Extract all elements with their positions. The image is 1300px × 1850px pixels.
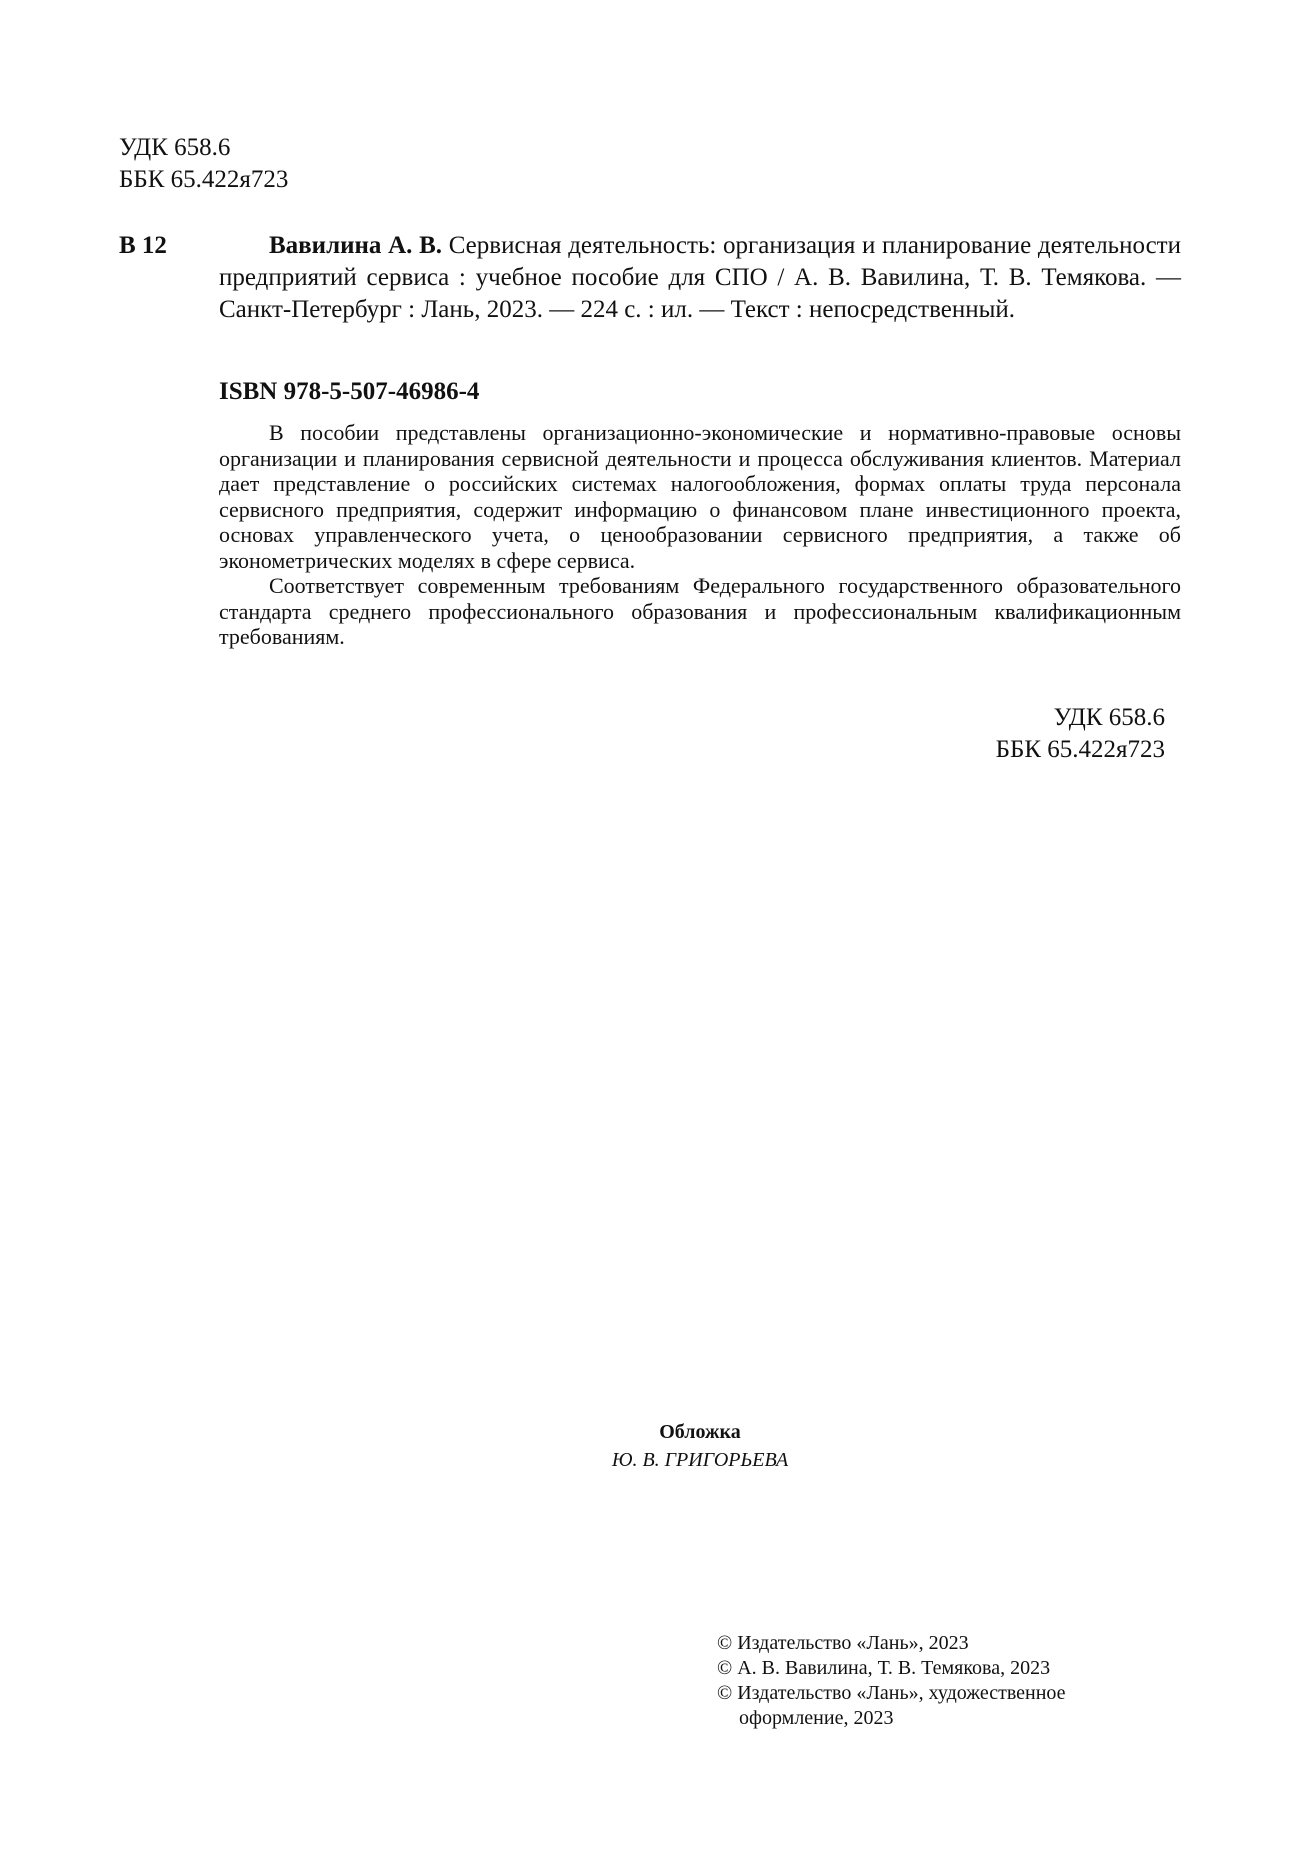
bbk-code-repeat: ББК 65.422я723 [995, 736, 1165, 763]
cover-label: Обложка [659, 1421, 741, 1443]
classification-block-right [930, 702, 1165, 766]
bibliographic-entry [219, 230, 1181, 326]
annotation [219, 420, 1181, 650]
bbk-code: ББК 65.422я723 [119, 166, 289, 193]
classification-block-top [119, 132, 288, 196]
author-mark: В 12 [119, 232, 167, 259]
cover-credit [450, 1418, 950, 1474]
copyright-line-continuation: оформление, 2023 [739, 1707, 894, 1729]
entry-author: Вавилина А. В. [269, 232, 443, 259]
annotation-paragraph-1: В пособии представлены организационно-экономические и нормативно-правовые основы организации и планирования сервисной деятельности и процесса обслуживания клиентов. Материал дает представление о российских системах налогообложения, формах оплаты труда персонала сервисного предприятия, содержит информацию о финансовом плане инвестиционного проекта, основах управленческого учета, о ценообразовании сервисного предприятия, а также об эконометрических моделях в сфере сервиса. [219, 420, 1181, 573]
annotation-paragraph-2: Соответствует современным требованиям Федерального государственного образовательного стандарта среднего профессионального образования и профессиональным квалификационным требованиям. [219, 573, 1181, 649]
udk-code-repeat: УДК 658.6 [1053, 704, 1165, 731]
isbn: ISBN 978-5-507-46986-4 [219, 378, 480, 405]
udk-code: УДК 658.6 [119, 134, 231, 161]
cover-designer: Ю. В. ГРИГОРЬЕВА [611, 1449, 789, 1471]
copyright-block [717, 1631, 1066, 1731]
copyright-line: © Издательство «Лань», 2023 [717, 1632, 969, 1654]
entry-text: Сервисная деятельность: организация и планирование деятельности предприятий сервиса : учебное пособие для СПО / А. В. Вавилина, Т. В. Темякова. — Санкт-Петербург : Лань, 2023. — 224 с. : ил. — Текст : непосредственный. [219, 232, 1181, 323]
copyright-line: © А. В. Вавилина, Т. В. Темякова, 2023 [717, 1657, 1051, 1679]
copyright-line: © Издательство «Лань», художественное [717, 1682, 1066, 1704]
